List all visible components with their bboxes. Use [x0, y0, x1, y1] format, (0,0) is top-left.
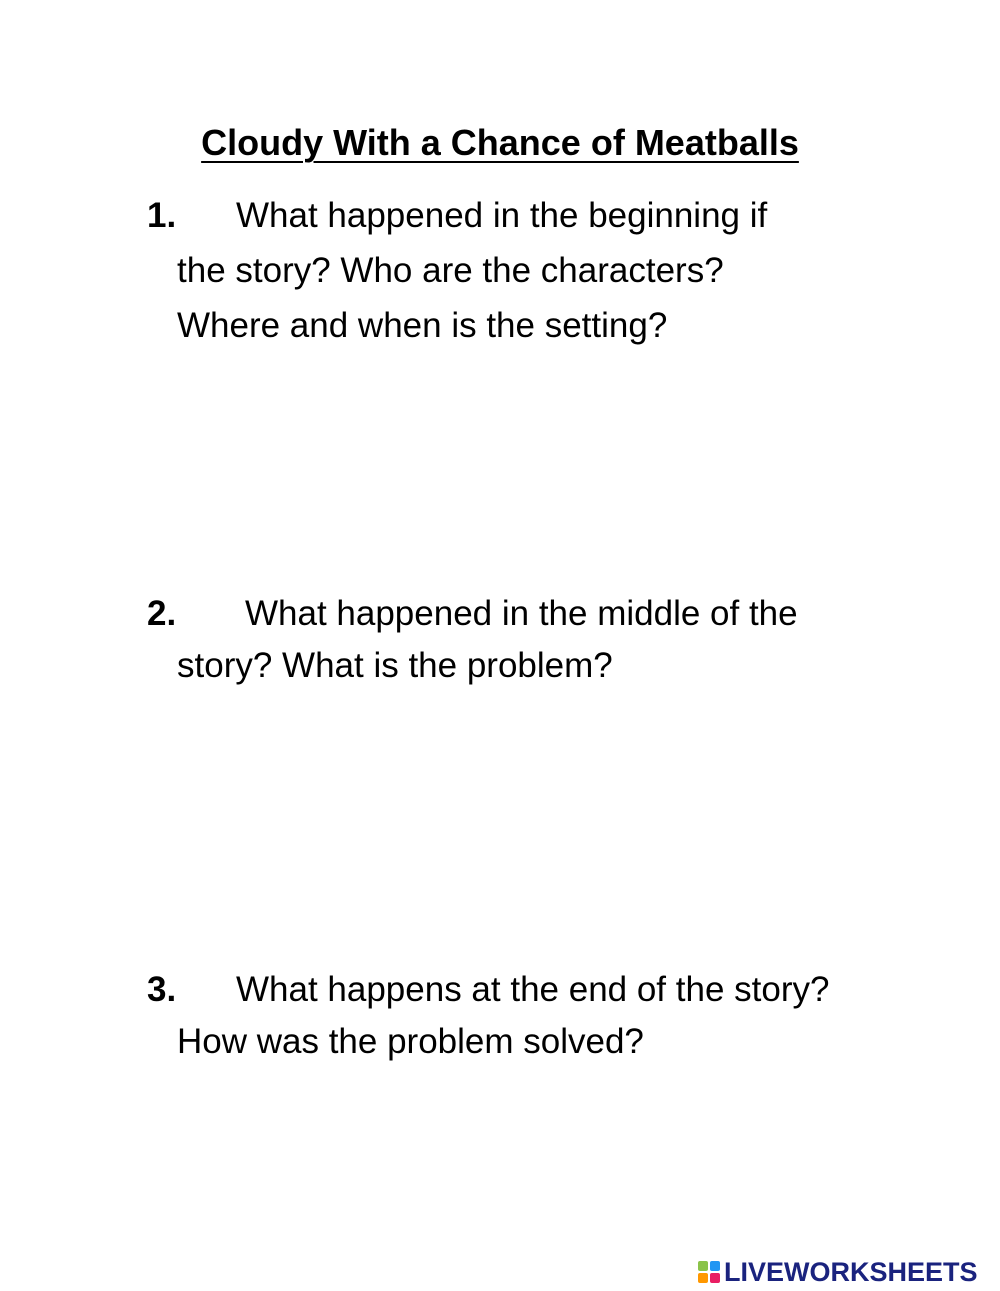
question-3-line-1: What happens at the end of the story?	[236, 970, 830, 1009]
question-2-first-line	[147, 588, 947, 640]
logo-block-pink	[710, 1273, 720, 1283]
question-1-line-3: Where and when is the setting?	[177, 306, 668, 345]
question-2-line-2: story? What is the problem?	[177, 646, 613, 685]
question-1-number: 1.	[147, 196, 177, 235]
question-1-line-1: What happened in the beginning if	[236, 196, 768, 235]
question-3-line-2: How was the problem solved?	[177, 1022, 644, 1061]
question-1	[147, 188, 947, 353]
question-2-number: 2.	[147, 594, 177, 633]
question-1-first-line	[147, 188, 947, 243]
logo-block-orange	[698, 1273, 708, 1283]
question-3-first-line	[147, 964, 947, 1016]
logo-text: LIVEWORKSHEETS	[724, 1256, 978, 1287]
logo-block-blue	[710, 1261, 720, 1271]
question-1-line-2: the story? Who are the characters?	[177, 251, 724, 290]
liveworksheets-logo	[698, 1257, 978, 1287]
question-2-line-1: What happened in the middle of the	[245, 594, 798, 633]
worksheet-title: Cloudy With a Chance of Meatballs	[201, 122, 799, 163]
liveworksheets-blocks-icon	[698, 1261, 720, 1283]
question-3	[147, 964, 947, 1068]
question-3-number: 3.	[147, 970, 177, 1009]
question-2	[147, 588, 947, 692]
logo-block-green	[698, 1261, 708, 1271]
